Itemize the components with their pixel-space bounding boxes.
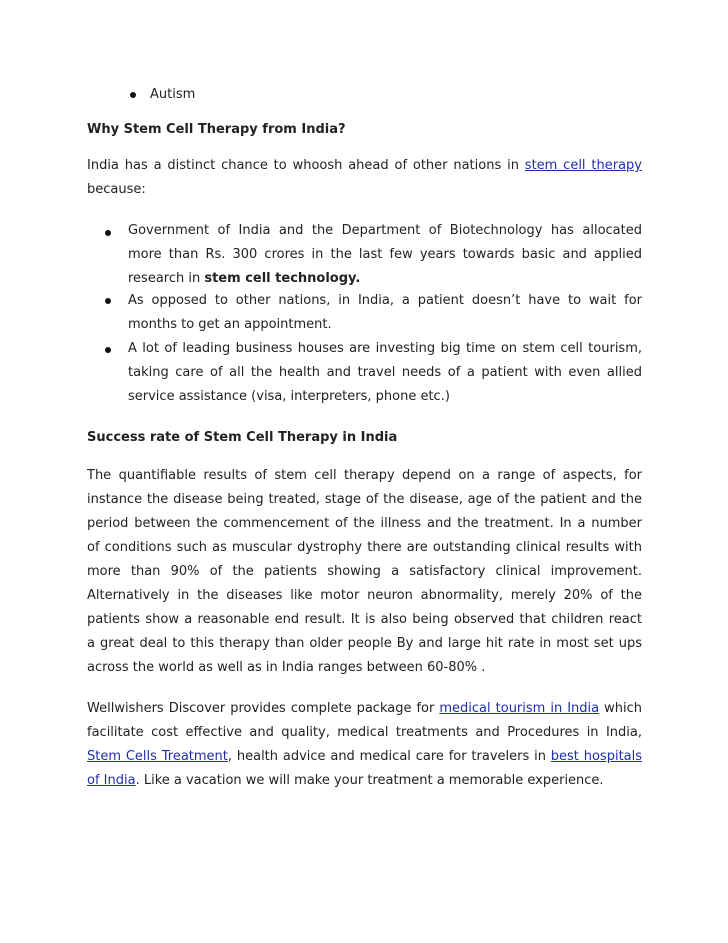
wellwishers-paragraph [87, 697, 642, 793]
heading-text: Success rate of Stem Cell Therapy in India [87, 430, 398, 445]
section-heading [87, 426, 642, 450]
paragraph-line: more than 90% of the patients showing a satisfactory clinical improvement. [87, 564, 642, 579]
section-heading [87, 118, 642, 142]
list-item [128, 219, 642, 291]
best-hospitals-link[interactable]: best hospitals [550, 749, 642, 764]
bullet-dot [130, 92, 136, 98]
paragraph-line [87, 745, 642, 769]
list-item [128, 289, 642, 337]
list-item [128, 337, 642, 409]
list-item-line [128, 267, 642, 291]
list-item-line: Government of India and the Department of Biotechnology has allocated [128, 223, 642, 238]
list-item-text: Autism [150, 87, 196, 102]
paragraph-line [87, 697, 642, 721]
text-span: , health advice and medical care for travelers in [227, 749, 551, 764]
paragraph-line [87, 769, 642, 793]
paragraph-line [87, 154, 642, 178]
list-item-line: taking care of all the health and travel needs of a patient with even allied [128, 365, 642, 380]
list-item-line: months to get an appointment. [128, 317, 332, 332]
text-span: India has a distinct chance to whoosh ahead of other nations in [87, 158, 525, 173]
paragraph-line: facilitate cost effective and quality, medical treatments and Procedures in India, [87, 725, 642, 740]
text-span: . Like a vacation we will make your treatment a memorable experience. [135, 773, 604, 788]
paragraph-line: Alternatively in the diseases like motor neuron abnormality, merely 20% of the [87, 588, 642, 603]
paragraph-line: patients show a reasonable end result. It is also being observed that children react [87, 612, 642, 627]
paragraph-line: because: [87, 182, 146, 197]
success-rate-paragraph [87, 464, 642, 680]
list-item [150, 83, 450, 107]
paragraph-line: instance the disease being treated, stage of the disease, age of the patient and the [87, 492, 642, 507]
paragraph-line: of conditions such as muscular dystrophy there are outstanding clinical results with [87, 540, 642, 555]
paragraph-line: period between the commencement of the illness and the treatment. In a number [87, 516, 642, 531]
paragraph-line: across the world as well as in India ranges between 60-80% . [87, 660, 486, 675]
intro-paragraph [87, 154, 642, 202]
heading-text: Why Stem Cell Therapy from India? [87, 122, 346, 137]
medical-tourism-link[interactable]: medical tourism in India [439, 701, 600, 716]
list-item-line: A lot of leading business houses are investing big time on stem cell tourism, [128, 341, 642, 356]
stem-cells-treatment-link[interactable]: Stem Cells Treatment [87, 749, 228, 764]
list-item-line: service assistance (visa, interpreters, phone etc.) [128, 389, 450, 404]
text-span: research in [128, 271, 205, 286]
bold-text: stem cell technology. [204, 271, 361, 286]
list-item-line: As opposed to other nations, in India, a patient doesn’t have to wait for [128, 293, 642, 308]
list-item-line: more than Rs. 300 crores in the last few years towards basic and applied [128, 247, 642, 262]
bullet-dot [105, 347, 111, 353]
paragraph-line: a great deal to this therapy than older people By and large hit rate in most set ups [87, 636, 642, 651]
bullet-dot [105, 298, 111, 304]
text-span: Wellwishers Discover provides complete package for [87, 701, 440, 716]
stem-cell-therapy-link[interactable]: stem cell therapy [524, 158, 642, 173]
bullet-dot [105, 230, 111, 236]
of-india-link[interactable]: of India [87, 773, 136, 788]
paragraph-line: The quantifiable results of stem cell therapy depend on a range of aspects, for [87, 468, 642, 483]
text-span: which [599, 701, 642, 716]
